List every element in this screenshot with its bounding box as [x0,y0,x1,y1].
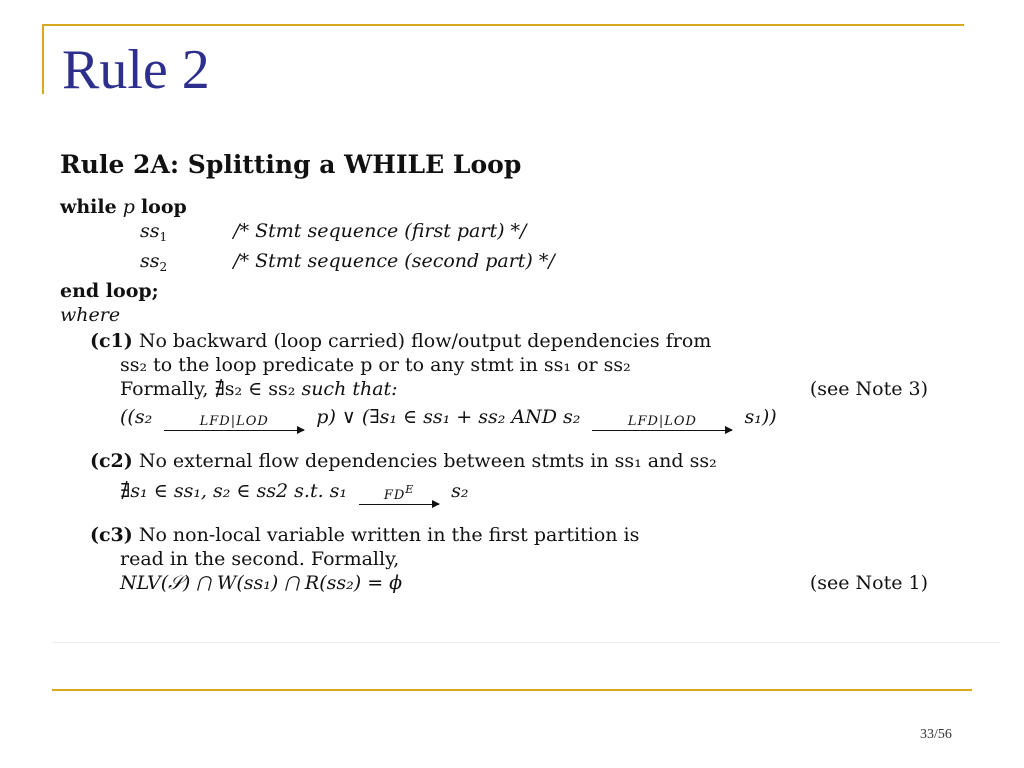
ss2-comment: /* Stmt sequence (second part) */ [233,250,555,272]
frame-bottom-line [52,689,972,691]
condition-c1-formula [60,405,1000,431]
condition-c2-line1 [60,449,1000,473]
condition-c3-formula [60,571,1000,595]
ss1-name: $ss_1$ [140,220,168,244]
code-end-loop: end loop; [60,280,159,302]
code-while-line [60,195,1000,219]
c1-note: (see Note 3) [809,378,928,400]
c2-label: (c2) [90,450,133,472]
rule-heading: Rule 2A: Splitting a WHILE Loop [60,150,522,179]
while-keyword: while [60,196,117,218]
c1-formula-a: ((s₂ [120,406,153,428]
loop-predicate: p [122,196,135,218]
rule-content [60,150,1000,595]
c1-text: No backward (loop carried) flow/output dependencies from [138,330,712,352]
lfd-lod-arrow-2: LFD|LOD [592,415,732,431]
condition-c2-formula [60,479,1000,505]
c1-formula-b: p) ∨ (∃s₁ ∈ ss₁ + ss₂ AND s₂ [316,406,581,428]
c1-formula-c: s₁)) [744,406,777,428]
c1-label: (c1) [90,330,133,352]
ss2-name: $ss_2$ [140,250,168,274]
c3-label: (c3) [90,524,133,546]
code-ss2-line [60,249,1000,279]
condition-c1-formally [60,377,1000,401]
c1-formally-text: Formally, ∄s₂ ∈ ss₂ [120,378,296,400]
condition-c1-line2: ss₂ to the loop predicate p or to any stmt in ss₁ or ss₂ [120,354,631,376]
c2-text: No external flow dependencies between stmts in ss₁ and ss₂ [138,450,717,472]
c2-formula-b: s₂ [451,480,469,502]
slide-title: Rule 2 [62,39,210,101]
c3-note: (see Note 1) [809,572,928,594]
condition-c1-line1 [60,329,1000,353]
c1-such-that: such that: [301,378,398,400]
loop-keyword: loop [140,196,187,218]
content-separator [52,642,1000,643]
lfd-lod-arrow-1: LFD|LOD [164,415,304,431]
condition-c3-line1 [60,523,1000,547]
page-number: 33/56 [920,727,952,742]
frame-left-line [42,24,44,94]
where-keyword: where [60,304,121,326]
frame-top-line [42,24,964,26]
c3-text: No non-local variable written in the first partition is [138,524,640,546]
ss1-comment: /* Stmt sequence (first part) */ [233,220,527,242]
c2-formula-a: ∄s₁ ∈ ss₁, s₂ ∈ ss2 s.t. s₁ [120,480,348,502]
condition-c3-line2: read in the second. Formally, [120,548,400,570]
code-ss1-line [60,219,1000,249]
c3-formula: NLV(𝒮) ⋂ W(ss₁) ⋂ R(ss₂) = ϕ [120,572,403,594]
fd-e-arrow: $FD^E$ [359,483,439,505]
